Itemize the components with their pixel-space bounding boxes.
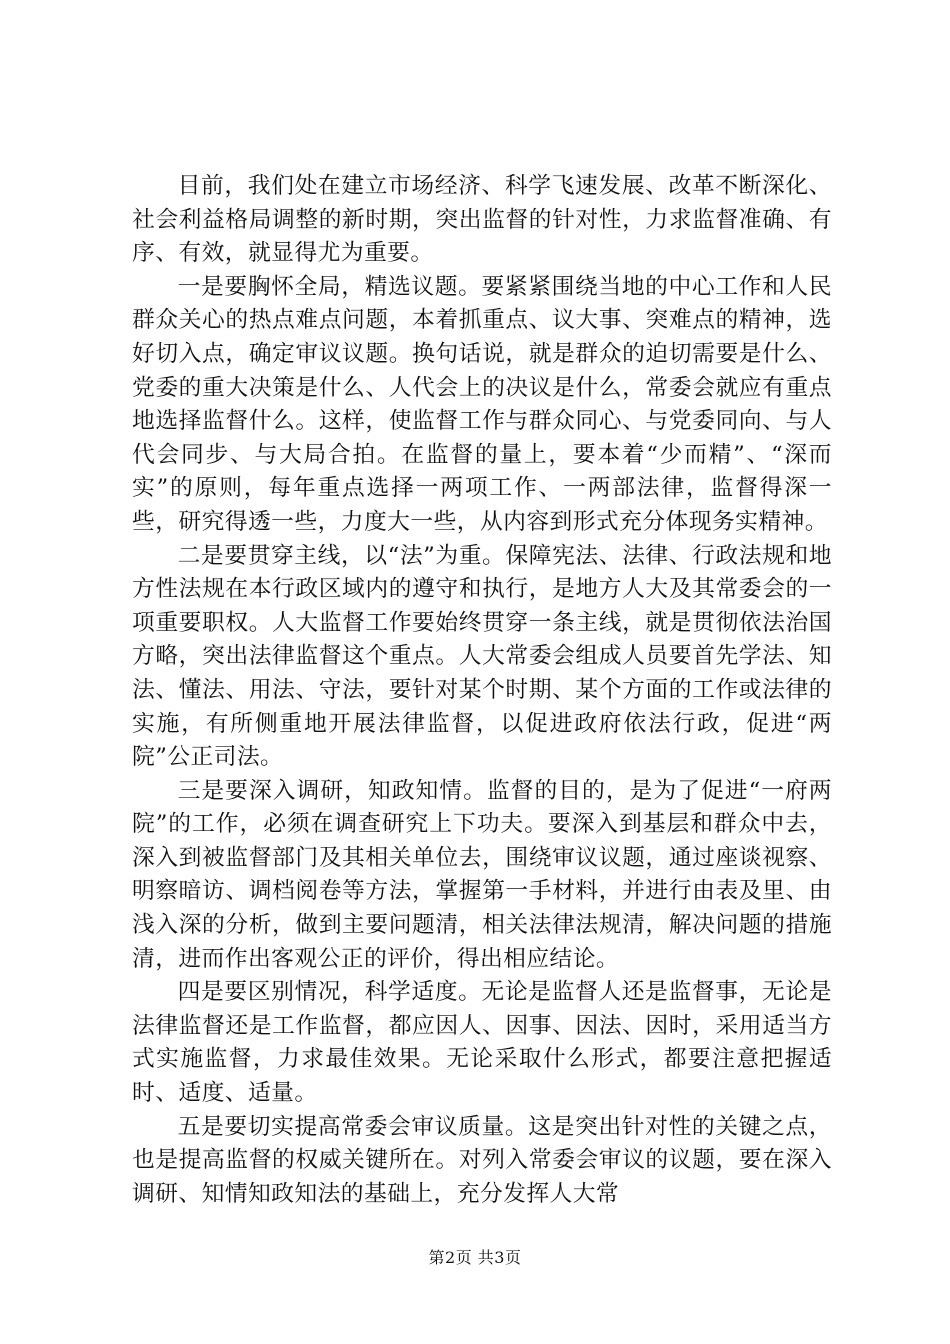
paragraph-point-3: 三是要深入调研，知政知情。监督的目的，是为了促进“一府两院”的工作，必须在调查研究上下功夫。要深入到基层和群众中去，深入到被监督部门及其相关单位去，围绕审议议题，通过座谈视察、明察暗访、调档阅卷等方法，掌握第一手材料，并进行由表及里、由浅入深的分析，做到主要问题清，相关法律法规清，解决问题的措施清，进而作出客观公正的评价，得出相应结论。 (132, 777, 832, 972)
paragraph-intro: 目前，我们处在建立市场经济、科学飞速发展、改革不断深化、社会利益格局调整的新时期，突出监督的针对性，力求监督准确、有序、有效，就显得尤为重要。 (132, 173, 832, 267)
paragraph-point-4: 四是要区别情况，科学适度。无论是监督人还是监督事，无论是法律监督还是工作监督，都应因人、因事、因法、因时，采用适当方式实施监督，力求最佳效果。无论采取什么形式，都要注意把握适时、适度、适量。 (132, 979, 832, 1107)
paragraph-point-2: 二是要贯穿主线，以“法”为重。保障宪法、法律、行政法规和地方性法规在本行政区域内的遵守和执行，是地方人大及其常委会的一项重要职权。人大监督工作要始终贯穿一条主线，就是贯彻依法治国方略，突出法律监督这个重点。人大常委会组成人员要首先学法、知法、懂法、用法、守法，要针对某个时期、某个方面的工作或法律的实施，有所侧重地开展法律监督，以促进政府依法行政，促进“两院”公正司法。 (132, 542, 832, 771)
page-footer: 第2页 共3页 (428, 1248, 522, 1267)
body-text (132, 170, 832, 1211)
paragraph-point-1: 一是要胸怀全局，精选议题。要紧紧围绕当地的中心工作和人民群众关心的热点难点问题，本着抓重点、议大事、突难点的精神，选好切入点，确定审议议题。换句话说，就是群众的迫切需要是什么、党委的重大决策是什么、人代会上的决议是什么，常委会就应有重点地选择监督什么。这样，使监督工作与群众同心、与党委同向、与人代会同步、与大局合拍。在监督的量上，要本着“少而精”、“深而实”的原则，每年重点选择一两项工作、一两部法律，监督得深一些，研究得透一些，力度大一些，从内容到形式充分体现务实精神。 (132, 273, 832, 535)
paragraph-point-5: 五是要切实提高常委会审议质量。这是突出针对性的关键之点，也是提高监督的权威关键所在。对列入常委会审议的议题，要在深入调研、知情知政知法的基础上，充分发挥人大常 (132, 1113, 832, 1207)
